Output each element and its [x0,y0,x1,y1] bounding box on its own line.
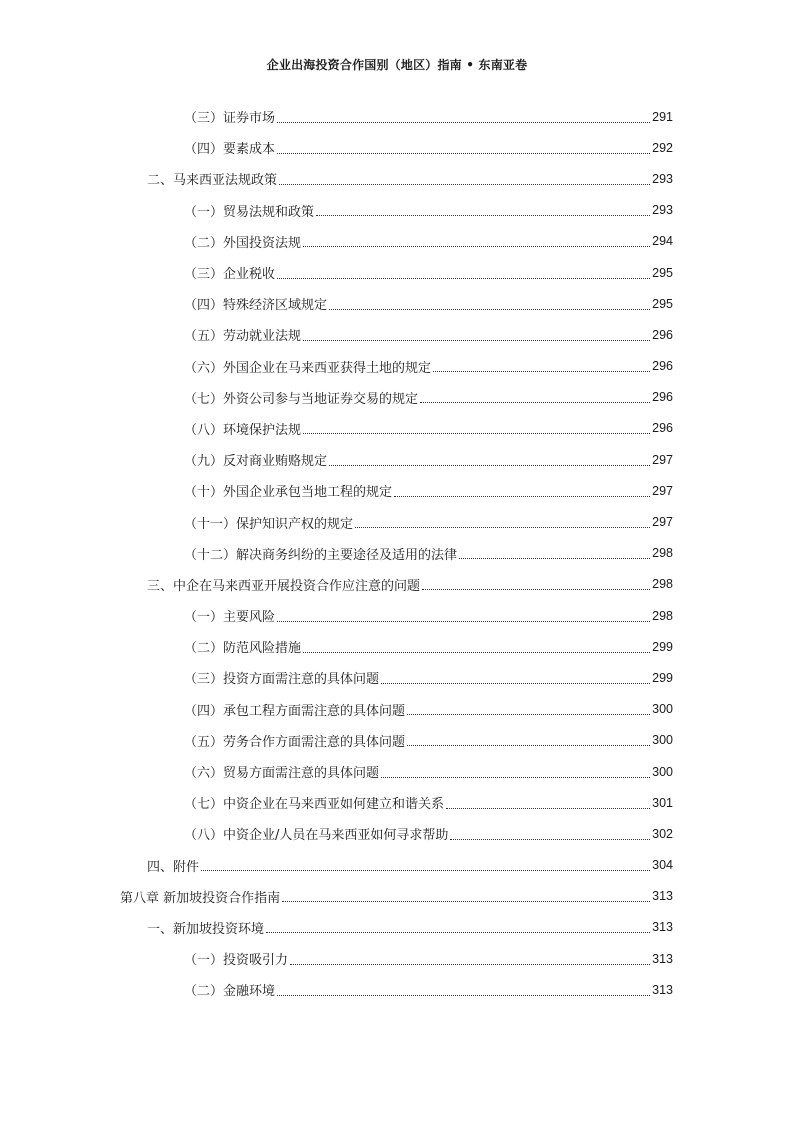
dot-leader [381,682,650,684]
dot-leader [277,277,650,279]
toc-entry-title: （三）企业税收 [184,267,276,283]
toc-entry[interactable] [0,163,794,194]
toc-entry[interactable] [0,351,794,382]
dot-leader [282,900,650,902]
toc-entry[interactable] [0,725,794,756]
toc-entry-title: （六）外国企业在马来西亚获得土地的规定 [184,360,432,376]
toc-entry-title: （八）环境保护法规 [184,422,302,438]
toc-entry-title: （三）证券市场 [184,111,276,127]
dot-leader [290,963,650,965]
dot-leader [329,464,650,466]
toc-entry[interactable] [0,850,794,881]
toc-entry[interactable] [0,382,794,413]
toc-entry[interactable] [0,257,794,288]
toc-entry-title: （二）外国投资法规 [184,235,302,251]
dot-leader [420,401,650,403]
toc-entry-page-number: 298 [652,577,673,592]
toc-entry-page-number: 295 [652,296,673,311]
toc-entry[interactable] [0,694,794,725]
dot-leader [459,557,650,559]
page-header: 企业出海投资合作国别（地区）指南 • 东南亚卷 [266,58,528,72]
toc-entry-title: （四）承包工程方面需注意的具体问题 [184,703,406,719]
toc-entry[interactable] [0,600,794,631]
toc-entry-page-number: 295 [652,265,673,280]
dot-leader [277,121,650,123]
dot-leader [407,744,650,746]
dot-leader [422,588,650,590]
toc-entry[interactable] [0,569,794,600]
toc-entry-page-number: 304 [652,858,673,873]
dot-leader [316,214,650,216]
toc-entry-title: （一）贸易法规和政策 [184,204,315,220]
toc-entry-page-number: 291 [652,109,673,124]
toc-entry-title: （五）劳动就业法规 [184,329,302,345]
toc-entry-page-number: 297 [652,515,673,530]
toc-entry-page-number: 298 [652,608,673,623]
toc-entry-page-number: 296 [652,421,673,436]
toc-entry-title: 二、马来西亚法规政策 [147,173,278,189]
dot-leader [303,432,650,434]
toc-entry-page-number: 294 [652,234,673,249]
toc-entry[interactable] [0,195,794,226]
dot-leader [433,370,650,372]
toc-entry-page-number: 301 [652,795,673,810]
toc-entry-page-number: 299 [652,670,673,685]
toc-entry-title: （三）投资方面需注意的具体问题 [184,672,380,688]
dot-leader [303,245,650,247]
dot-leader [394,495,650,497]
toc-entry-page-number: 297 [652,483,673,498]
toc-entry[interactable] [0,506,794,537]
toc-entry-page-number: 300 [652,733,673,748]
toc-entry-page-number: 296 [652,359,673,374]
toc-entry[interactable] [0,787,794,818]
table-of-contents [0,101,794,1005]
toc-entry[interactable] [0,475,794,506]
toc-entry-page-number: 293 [652,203,673,218]
toc-entry[interactable] [0,444,794,475]
dot-leader [450,838,650,840]
dot-leader [277,620,650,622]
toc-entry-page-number: 298 [652,546,673,561]
toc-entry-title: 第八章 新加坡投资合作指南 [120,890,281,906]
toc-entry[interactable] [0,912,794,943]
toc-entry[interactable] [0,631,794,662]
toc-entry-title: （二）金融环境 [184,984,276,1000]
dot-leader [277,994,650,996]
toc-entry-title: （一）主要风险 [184,610,276,626]
toc-entry[interactable] [0,319,794,350]
toc-entry-page-number: 302 [652,826,673,841]
toc-entry-title: （十一）保护知识产权的规定 [184,516,354,532]
toc-entry-title: （十二）解决商务纠纷的主要途径及适用的法律 [184,547,458,563]
toc-entry-title: 一、新加坡投资环境 [147,921,265,937]
dot-leader [279,183,650,185]
dot-leader [277,152,650,154]
dot-leader [201,869,650,871]
toc-entry-page-number: 313 [652,951,673,966]
dot-leader [407,713,650,715]
toc-entry-title: （五）劳务合作方面需注意的具体问题 [184,734,406,750]
toc-entry-page-number: 296 [652,390,673,405]
dot-leader [355,526,650,528]
toc-entry-page-number: 293 [652,171,673,186]
toc-entry[interactable] [0,818,794,849]
toc-entry-title: （二）防范风险措施 [184,641,302,657]
dot-leader [303,339,650,341]
toc-entry[interactable] [0,101,794,132]
toc-entry-title: （七）外资公司参与当地证券交易的规定 [184,391,419,407]
toc-entry-page-number: 297 [652,452,673,467]
toc-entry[interactable] [0,132,794,163]
toc-entry-title: （四）特殊经济区域规定 [184,298,328,314]
toc-entry-page-number: 292 [652,140,673,155]
toc-entry-title: （一）投资吸引力 [184,953,289,969]
dot-leader [303,651,650,653]
toc-entry-page-number: 300 [652,764,673,779]
toc-entry-title: 三、中企在马来西亚开展投资合作应注意的问题 [147,578,421,594]
toc-entry[interactable] [0,538,794,569]
toc-entry-page-number: 313 [652,982,673,997]
toc-entry-title: （八）中资企业/人员在马来西亚如何寻求帮助 [184,828,449,844]
toc-entry[interactable] [0,413,794,444]
dot-leader [266,931,650,933]
toc-entry[interactable] [0,756,794,787]
toc-entry-title: 四、附件 [147,859,200,875]
toc-entry-title: （九）反对商业贿赂规定 [184,454,328,470]
dot-leader [329,308,650,310]
toc-entry[interactable] [0,943,794,974]
toc-entry-title: （七）中资企业在马来西亚如何建立和谐关系 [184,797,445,813]
toc-entry-title: （四）要素成本 [184,142,276,158]
toc-entry[interactable] [0,881,794,912]
toc-entry-page-number: 313 [652,920,673,935]
toc-entry[interactable] [0,974,794,1005]
toc-entry-page-number: 300 [652,702,673,717]
dot-leader [381,776,650,778]
dot-leader [446,807,650,809]
toc-entry-title: （十）外国企业承包当地工程的规定 [184,485,393,501]
toc-entry[interactable] [0,226,794,257]
toc-entry[interactable] [0,662,794,693]
toc-entry-page-number: 299 [652,639,673,654]
toc-entry-page-number: 313 [652,889,673,904]
toc-entry[interactable] [0,288,794,319]
toc-entry-page-number: 296 [652,327,673,342]
toc-entry-title: （六）贸易方面需注意的具体问题 [184,766,380,782]
